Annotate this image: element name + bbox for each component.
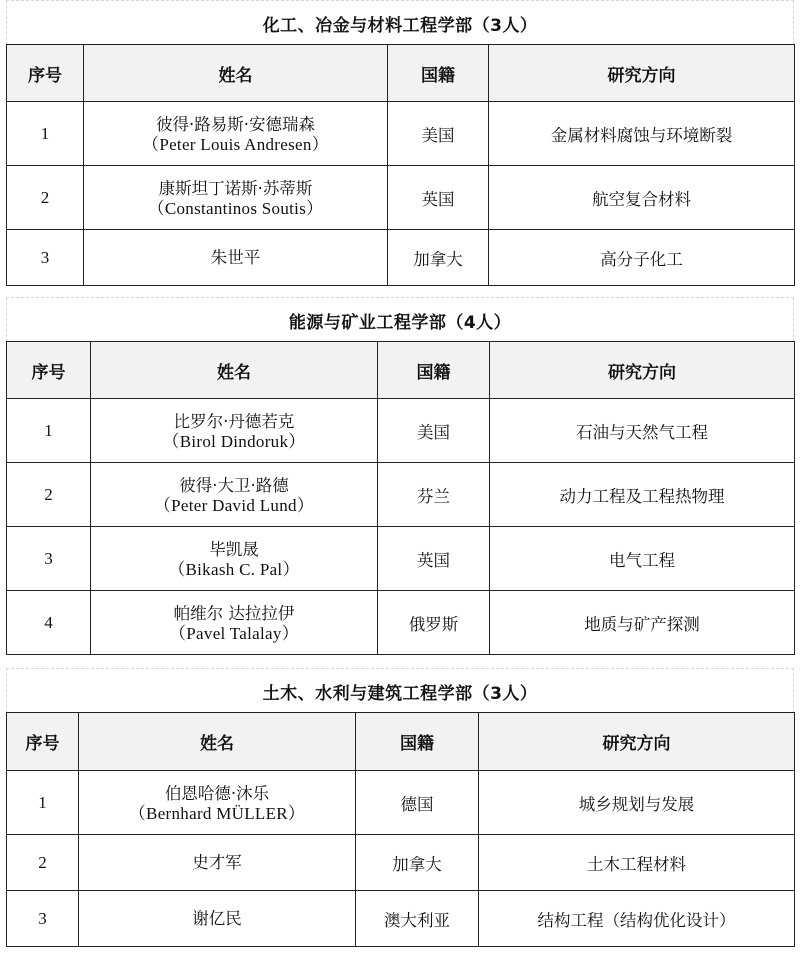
field-cell: 航空复合材料 [489,166,795,230]
field-cell: 土木工程材料 [479,835,795,891]
field-cell: 地质与矿产探测 [490,591,795,655]
row-number: 2 [7,166,84,230]
name-english: （Bernhard MÜLLER） [128,803,306,823]
name-chinese: 朱世平 [210,248,261,267]
section-title: 化工、冶金与材料工程学部（3人） [6,0,794,45]
country-cell: 芬兰 [378,463,490,527]
name-chinese: 比罗尔·丹德若克 [173,411,295,431]
name-english: （Peter David Lund） [153,495,315,515]
data-table [6,341,795,655]
table-row [7,591,795,655]
table-row [7,891,795,947]
table-row [7,230,795,286]
name-chinese: 彼得·路易斯·安德瑞森 [156,114,315,134]
name-chinese: 伯恩哈德·沐乐 [164,783,270,803]
table-row [7,166,795,230]
field-cell: 高分子化工 [489,230,795,286]
header-row [7,45,795,102]
header-country: 国籍 [356,713,479,771]
country-cell: 美国 [388,102,489,166]
header-row [7,713,795,771]
header-name: 姓名 [84,45,388,102]
header-no: 序号 [7,342,91,399]
field-cell: 城乡规划与发展 [479,771,795,835]
field-cell: 石油与天然气工程 [490,399,795,463]
name-english: （Constantinos Soutis） [147,198,324,218]
data-table [6,44,795,286]
header-country: 国籍 [378,342,490,399]
section-title: 土木、水利与建筑工程学部（3人） [6,668,794,713]
header-field: 研究方向 [479,713,795,771]
row-number: 3 [7,527,91,591]
name-cell [79,835,356,891]
country-cell: 加拿大 [356,835,479,891]
section-title: 能源与矿业工程学部（4人） [6,297,794,342]
row-number: 3 [7,891,79,947]
header-name: 姓名 [79,713,356,771]
table-row [7,463,795,527]
data-table [6,712,795,947]
header-no: 序号 [7,713,79,771]
row-number: 1 [7,102,84,166]
table-row [7,527,795,591]
header-name: 姓名 [91,342,378,399]
name-chinese: 史才军 [192,853,242,872]
country-cell: 俄罗斯 [378,591,490,655]
name-cell [84,230,388,286]
name-cell [84,166,388,230]
name-english: （Pavel Talalay） [169,623,299,643]
table-row [7,399,795,463]
country-cell: 英国 [378,527,490,591]
field-cell: 结构工程（结构优化设计） [479,891,795,947]
table-row [7,771,795,835]
country-cell: 加拿大 [388,230,489,286]
row-number: 1 [7,771,79,835]
name-cell [79,891,356,947]
country-cell: 美国 [378,399,490,463]
table-row [7,835,795,891]
name-english: （Bikash C. Pal） [168,559,300,579]
name-cell [84,102,388,166]
row-number: 3 [7,230,84,286]
name-cell [79,771,356,835]
country-cell: 澳大利亚 [356,891,479,947]
field-cell: 电气工程 [490,527,795,591]
row-number: 4 [7,591,91,655]
name-chinese: 康斯坦丁诺斯·苏蒂斯 [158,178,313,198]
row-number: 2 [7,835,79,891]
name-english: （Birol Dindoruk） [162,431,306,451]
name-cell [91,399,378,463]
header-row [7,342,795,399]
name-chinese: 彼得·大卫·路德 [179,475,289,495]
name-english: （Peter Louis Andresen） [142,134,329,154]
header-no: 序号 [7,45,84,102]
name-cell [91,463,378,527]
row-number: 1 [7,399,91,463]
header-field: 研究方向 [489,45,795,102]
row-number: 2 [7,463,91,527]
field-cell: 金属材料腐蚀与环境断裂 [489,102,795,166]
table-row [7,102,795,166]
country-cell: 英国 [388,166,489,230]
name-cell [91,527,378,591]
header-country: 国籍 [388,45,489,102]
name-cell [91,591,378,655]
name-chinese: 帕维尔 达拉拉伊 [173,603,295,623]
header-field: 研究方向 [490,342,795,399]
field-cell: 动力工程及工程热物理 [490,463,795,527]
country-cell: 德国 [356,771,479,835]
name-chinese: 谢亿民 [192,909,242,928]
name-chinese: 毕凯晟 [209,539,259,559]
